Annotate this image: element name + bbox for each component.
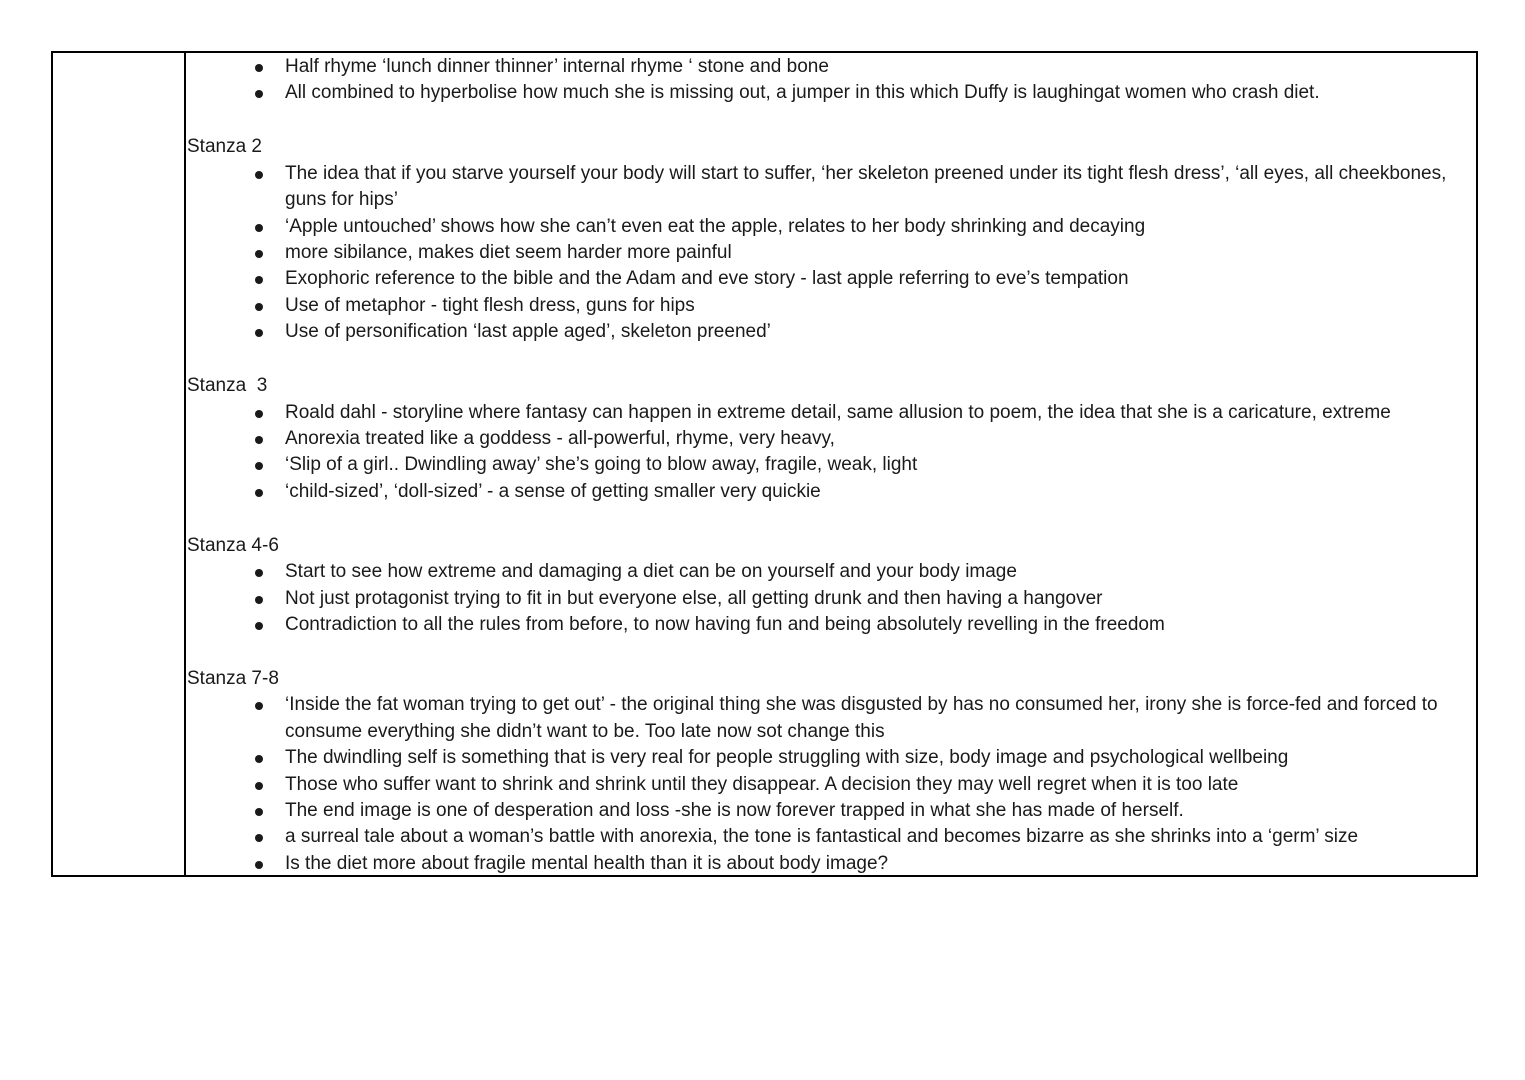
bullet-icon (255, 436, 263, 444)
list-item (186, 452, 1476, 478)
section-continuation (186, 53, 1476, 107)
bullet-icon (255, 596, 263, 604)
bullet-icon (255, 861, 263, 869)
bullet-icon (255, 329, 263, 337)
section-heading: Stanza 7-8 (187, 668, 279, 690)
list-item (186, 161, 1476, 214)
bullet-icon (255, 171, 263, 179)
bullet-icon (255, 702, 263, 710)
notes-table (51, 51, 1478, 877)
table-right-column (186, 53, 1476, 875)
list-item (186, 745, 1476, 771)
list-item (186, 266, 1476, 292)
bullet-icon (255, 410, 263, 418)
list-item-text: Half rhyme ‘lunch dinner thinner’ internal rhyme ‘ stone and bone (285, 56, 829, 77)
list-item (186, 293, 1476, 319)
list-item (186, 612, 1476, 638)
bullet-icon (255, 489, 263, 497)
list-item-text: ‘Slip of a girl.. Dwindling away’ she’s going to blow away, fragile, weak, light (285, 454, 918, 476)
bullet-icon (255, 782, 263, 790)
list-item (186, 586, 1476, 612)
list-item-text: Start to see how extreme and damaging a diet can be on yourself and your body image (285, 561, 1017, 583)
bullet-icon (255, 462, 263, 470)
list-item-text: The idea that if you starve yourself your body will start to suffer, ‘her skeleton preened under its tight flesh dress’, ‘all eyes, all cheekbones, guns for hips’ (285, 162, 1447, 211)
bullet-icon (255, 834, 263, 842)
bullet-icon (255, 64, 263, 72)
bullet-list (186, 161, 1476, 346)
list-item (186, 692, 1476, 745)
list-item-text: All combined to hyperbolise how much she is missing out, a jumper in this which Duffy is laughingat women who crash diet. (285, 82, 1320, 104)
list-item (186, 851, 1476, 877)
section-stanza-3 (186, 373, 1476, 505)
list-item-text: Use of personification ‘last apple aged’, skeleton preened’ (285, 321, 771, 343)
bullet-icon (255, 569, 263, 577)
list-item (186, 240, 1476, 266)
section-stanza-4-6 (186, 533, 1476, 639)
section-heading: Stanza 4-6 (187, 534, 279, 556)
bullet-icon (255, 303, 263, 311)
list-item-text: Not just protagonist trying to fit in but everyone else, all getting drunk and then having a hangover (285, 587, 1103, 609)
list-item-text: ‘child-sized’, ‘doll-sized’ - a sense of getting smaller very quickie (285, 480, 821, 502)
section-heading: Stanza 2 (187, 136, 262, 158)
bullet-icon (255, 224, 263, 232)
bullet-icon (255, 622, 263, 630)
list-item-text: Contradiction to all the rules from before, to now having fun and being absolutely revelling in the freedom (285, 614, 1165, 636)
list-item (186, 80, 1476, 106)
section-stanza-7-8 (186, 666, 1476, 877)
list-item-text: ‘Inside the fat woman trying to get out’ - the original thing she was disgusted by has no consumed her, irony she is force-fed and forced to consume everything she didn’t want to be. Too late now sot change this (285, 694, 1438, 742)
list-item-text: Exophoric reference to the bible and the Adam and eve story - last apple referring to eve’s tempation (285, 268, 1129, 290)
list-item (186, 479, 1476, 505)
section-stanza-2 (186, 134, 1476, 345)
bullet-icon (255, 276, 263, 284)
list-item-text: The end image is one of desperation and loss -she is now forever trapped in what she has made of herself. (285, 800, 1184, 822)
bullet-icon (255, 755, 263, 763)
bullet-list (186, 692, 1476, 877)
list-item (186, 319, 1476, 345)
list-item (186, 772, 1476, 798)
list-item (186, 214, 1476, 240)
list-item (186, 559, 1476, 585)
list-item-text: Roald dahl - storyline where fantasy can happen in extreme detail, same allusion to poem, the idea that she is a caricature, extreme (285, 401, 1391, 423)
list-item (186, 426, 1476, 452)
list-item (186, 798, 1476, 824)
bullet-list (186, 400, 1476, 506)
list-item-text: Anorexia treated like a goddess - all-powerful, rhyme, very heavy, (285, 428, 835, 450)
bullet-icon (255, 250, 263, 258)
table-left-column (53, 53, 186, 875)
bullet-icon (255, 808, 263, 816)
bullet-icon (255, 90, 263, 98)
list-item (186, 400, 1476, 426)
list-item-text: a surreal tale about a woman’s battle with anorexia, the tone is fantastical and becomes bizarre as she shrinks into a ‘germ’ size (285, 826, 1359, 848)
bullet-list (186, 54, 1476, 107)
list-item (186, 824, 1476, 850)
list-item-text: The dwindling self is something that is very real for people struggling with size, body image and psychological wellbeing (285, 747, 1289, 769)
section-heading: Stanza 3 (187, 375, 268, 397)
list-item-text: Is the diet more about fragile mental health than it is about body image? (285, 852, 889, 874)
bullet-list (186, 559, 1476, 638)
list-item (186, 54, 1476, 80)
list-item-text: Those who suffer want to shrink and shrink until they disappear. A decision they may well regret when it is too late (285, 773, 1239, 795)
list-item-text: ‘Apple untouched’ shows how she can’t even eat the apple, relates to her body shrinking and decaying (285, 215, 1146, 237)
list-item-text: Use of metaphor - tight flesh dress, guns for hips (285, 294, 695, 316)
list-item-text: more sibilance, makes diet seem harder more painful (285, 242, 732, 264)
